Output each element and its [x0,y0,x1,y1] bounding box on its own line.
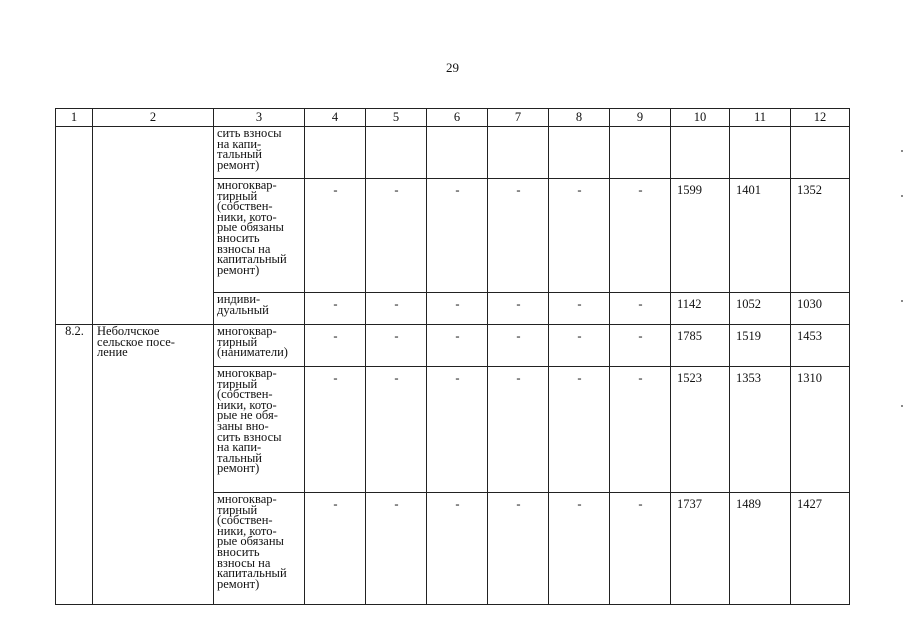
scan-mark [901,150,903,152]
scan-mark [901,405,903,407]
dash-cell: - [549,493,610,605]
dash-cell [549,127,610,179]
dash-cell: - [549,293,610,325]
dash-cell: - [549,179,610,293]
column-header: 3 [214,109,305,127]
dash-cell: - [610,179,671,293]
housing-type: многоквар- тирный (наниматели) [214,325,305,367]
dash-cell: - [549,367,610,493]
dash-cell: - [610,493,671,605]
value-cell [791,127,850,179]
value-cell: 1052 [730,293,791,325]
dash-cell [488,127,549,179]
value-cell: 1353 [730,367,791,493]
value-cell: 1599 [671,179,730,293]
dash-cell: - [305,367,366,493]
dash-cell: - [488,325,549,367]
column-header: 4 [305,109,366,127]
value-cell: 1310 [791,367,850,493]
column-header: 6 [427,109,488,127]
value-cell: 1737 [671,493,730,605]
settlement-name: Неболчское сельское посе- ление [93,325,214,605]
dash-cell: - [366,293,427,325]
dash-cell: - [427,493,488,605]
value-cell: 1523 [671,367,730,493]
value-cell: 1401 [730,179,791,293]
housing-type: индиви- дуальный [214,293,305,325]
value-cell: 1352 [791,179,850,293]
settlement-name [93,127,214,325]
dash-cell [427,127,488,179]
dash-cell: - [427,367,488,493]
dash-cell: - [488,293,549,325]
dash-cell: - [549,325,610,367]
value-cell: 1427 [791,493,850,605]
dash-cell [610,127,671,179]
value-cell: 1519 [730,325,791,367]
row-number: 8.2. [56,325,93,605]
column-header: 8 [549,109,610,127]
dash-cell: - [427,293,488,325]
housing-type: многоквар- тирный (собствен- ники, кото- рые обязаны вносить взносы на капитальный ремонт) [214,179,305,293]
value-cell: 1785 [671,325,730,367]
column-header: 7 [488,109,549,127]
dash-cell: - [305,179,366,293]
dash-cell [366,127,427,179]
tariff-table [55,108,850,605]
column-header: 10 [671,109,730,127]
column-header: 1 [56,109,93,127]
dash-cell: - [366,493,427,605]
dash-cell: - [488,179,549,293]
header-row [56,109,850,127]
dash-cell: - [366,179,427,293]
dash-cell: - [305,493,366,605]
column-header: 9 [610,109,671,127]
dash-cell: - [366,367,427,493]
column-header: 5 [366,109,427,127]
dash-cell: - [305,293,366,325]
housing-type: многоквар- тирный (собствен- ники, кото- рые обязаны вносить взносы на капитальный ремонт) [214,493,305,605]
value-cell: 1030 [791,293,850,325]
dash-cell: - [427,325,488,367]
dash-cell: - [488,367,549,493]
scan-mark [901,195,903,197]
dash-cell: - [366,325,427,367]
table-row [56,325,850,367]
value-cell: 1489 [730,493,791,605]
value-cell: 1142 [671,293,730,325]
column-header: 12 [791,109,850,127]
dash-cell [305,127,366,179]
housing-type: многоквар- тирный (собствен- ники, кото- рые не обя- заны вно- сить взносы на капи- тальный ремонт) [214,367,305,493]
dash-cell: - [610,325,671,367]
dash-cell: - [427,179,488,293]
column-header: 2 [93,109,214,127]
table-row [56,127,850,179]
dash-cell: - [305,325,366,367]
column-header: 11 [730,109,791,127]
page-number: 29 [446,60,459,75]
scan-mark [901,300,903,302]
value-cell [730,127,791,179]
housing-type: сить взносы на капи- тальный ремонт) [214,127,305,179]
value-cell [671,127,730,179]
row-number [56,127,93,325]
dash-cell: - [488,493,549,605]
dash-cell: - [610,293,671,325]
value-cell: 1453 [791,325,850,367]
dash-cell: - [610,367,671,493]
